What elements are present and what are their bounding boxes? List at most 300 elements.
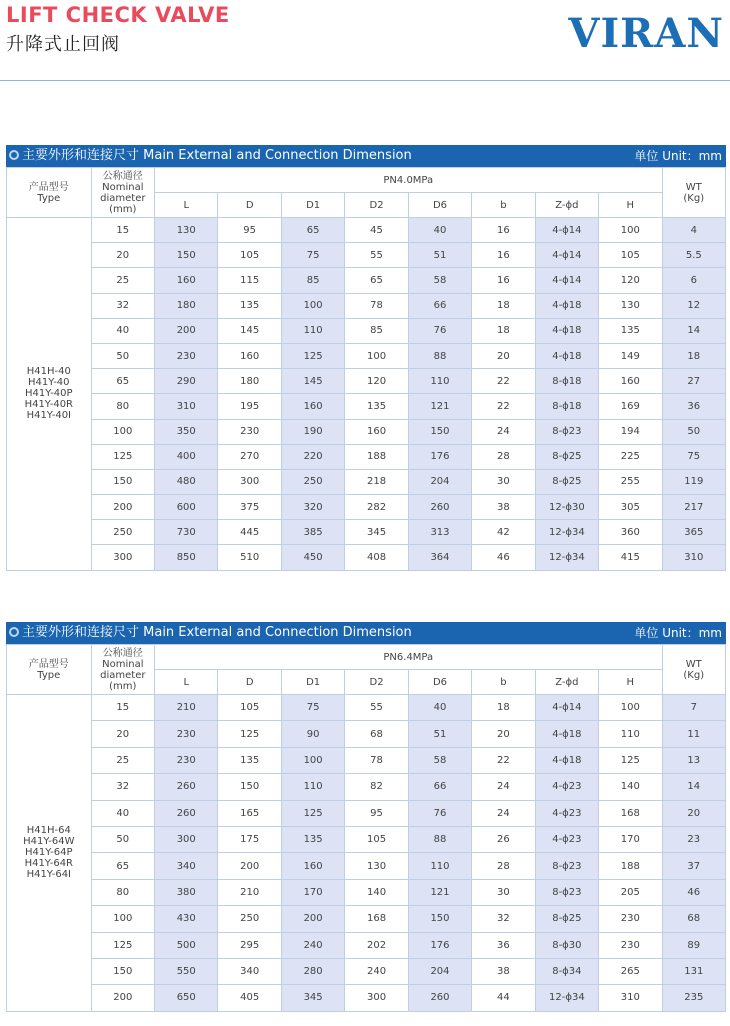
- table-cell: 16: [472, 243, 535, 268]
- table-cell: 55: [345, 243, 408, 268]
- table-cell: 160: [281, 853, 344, 879]
- model-item: H41Y-40R: [24, 399, 74, 411]
- section-title-bar: [6, 622, 726, 644]
- table-cell: 16: [472, 218, 535, 243]
- table-cell: 190: [281, 419, 344, 444]
- table-cell: 65: [345, 268, 408, 293]
- header-dn-en2: diameter: [100, 669, 146, 681]
- table-cell: 125: [91, 444, 154, 469]
- table-cell: 78: [345, 293, 408, 318]
- table-cell: 11: [662, 721, 725, 747]
- table-cell: 22: [472, 369, 535, 394]
- table-cell: 125: [599, 747, 662, 773]
- table-cell: 8-ϕ25: [535, 906, 598, 932]
- table-cell: 295: [218, 932, 281, 958]
- table-cell: 230: [599, 932, 662, 958]
- table-cell: 260: [408, 495, 471, 520]
- table-cell: 210: [218, 879, 281, 905]
- table-cell: 12: [662, 293, 725, 318]
- table-cell: 23: [662, 826, 725, 852]
- table-cell: 600: [155, 495, 218, 520]
- header-weight: [662, 168, 725, 218]
- table-cell: 135: [218, 747, 281, 773]
- table-cell: 300: [218, 469, 281, 494]
- table-cell: 385: [281, 520, 344, 545]
- table-cell: 300: [345, 985, 408, 1011]
- table-cell: 65: [281, 218, 344, 243]
- table-cell: 120: [345, 369, 408, 394]
- header-type-cn: 产品型号: [28, 181, 69, 193]
- table-cell: 550: [155, 958, 218, 984]
- table-row: [7, 879, 726, 905]
- table-cell: 4-ϕ18: [535, 747, 598, 773]
- table-row: [7, 343, 726, 368]
- table-cell: 12-ϕ30: [535, 495, 598, 520]
- column-header: D: [218, 670, 281, 695]
- table-cell: 125: [281, 800, 344, 826]
- table-cell: 4-ϕ14: [535, 243, 598, 268]
- table-cell: 65: [91, 853, 154, 879]
- table-cell: 4-ϕ18: [535, 343, 598, 368]
- table-cell: 150: [155, 243, 218, 268]
- table-cell: 78: [345, 747, 408, 773]
- table-cell: 150: [218, 774, 281, 800]
- header-wt-unit: (Kg): [683, 192, 705, 204]
- table-cell: 135: [281, 826, 344, 852]
- table-cell: 218: [345, 469, 408, 494]
- table-cell: 235: [662, 985, 725, 1011]
- table-cell: 430: [155, 906, 218, 932]
- table-row: [7, 394, 726, 419]
- header-wt: WT: [685, 181, 702, 193]
- dimension-section-pn40: [6, 145, 726, 571]
- table-cell: 415: [599, 545, 662, 570]
- table-cell: 204: [408, 469, 471, 494]
- column-header: b: [472, 670, 535, 695]
- table-row: [7, 853, 726, 879]
- table-cell: 405: [218, 985, 281, 1011]
- table-cell: 32: [472, 906, 535, 932]
- section-title-bar: [6, 145, 726, 167]
- table-cell: 160: [155, 268, 218, 293]
- table-cell: 130: [345, 853, 408, 879]
- table-cell: 170: [599, 826, 662, 852]
- table-cell: 125: [281, 343, 344, 368]
- table-cell: 313: [408, 520, 471, 545]
- table-cell: 4-ϕ18: [535, 318, 598, 343]
- table-cell: 110: [599, 721, 662, 747]
- table-cell: 18: [472, 318, 535, 343]
- table-cell: 75: [281, 695, 344, 721]
- table-cell: 240: [345, 958, 408, 984]
- table-cell: 310: [662, 545, 725, 570]
- table-cell: 340: [218, 958, 281, 984]
- table-cell: 8-ϕ25: [535, 469, 598, 494]
- table-cell: 200: [91, 495, 154, 520]
- column-header: D6: [408, 193, 471, 218]
- column-header: L: [155, 670, 218, 695]
- table-row: [7, 243, 726, 268]
- table-cell: 160: [281, 394, 344, 419]
- table-cell: 445: [218, 520, 281, 545]
- table-cell: 150: [408, 906, 471, 932]
- table-row: [7, 747, 726, 773]
- table-cell: 18: [472, 695, 535, 721]
- header-dn-cn: 公称通径: [102, 647, 143, 659]
- table-cell: 44: [472, 985, 535, 1011]
- table-cell: 8-ϕ18: [535, 369, 598, 394]
- table-cell: 176: [408, 932, 471, 958]
- table-cell: 8-ϕ23: [535, 853, 598, 879]
- header-type-cn: 产品型号: [28, 658, 69, 670]
- table-row: [7, 906, 726, 932]
- table-cell: 82: [345, 774, 408, 800]
- header-wt: WT: [685, 658, 702, 670]
- model-list: [7, 695, 92, 1012]
- table-cell: 350: [155, 419, 218, 444]
- table-cell: 28: [472, 853, 535, 879]
- table-cell: 149: [599, 343, 662, 368]
- table-cell: 28: [472, 444, 535, 469]
- table-cell: 58: [408, 268, 471, 293]
- table-cell: 115: [218, 268, 281, 293]
- table-cell: 4-ϕ14: [535, 268, 598, 293]
- table-cell: 105: [218, 695, 281, 721]
- table-cell: 18: [662, 343, 725, 368]
- column-header: Z-ϕd: [535, 670, 598, 695]
- table-cell: 75: [281, 243, 344, 268]
- table-cell: 480: [155, 469, 218, 494]
- header-nominal-diameter: [91, 168, 154, 218]
- column-header: Z-ϕd: [535, 193, 598, 218]
- table-cell: 290: [155, 369, 218, 394]
- table-cell: 6: [662, 268, 725, 293]
- table-cell: 200: [218, 853, 281, 879]
- table-cell: 240: [281, 932, 344, 958]
- table-cell: 100: [281, 747, 344, 773]
- table-cell: 24: [472, 800, 535, 826]
- table-cell: 168: [345, 906, 408, 932]
- table-cell: 4-ϕ23: [535, 826, 598, 852]
- table-row: [7, 774, 726, 800]
- table-cell: 408: [345, 545, 408, 570]
- table-cell: 119: [662, 469, 725, 494]
- table-cell: 255: [599, 469, 662, 494]
- table-cell: 4-ϕ18: [535, 721, 598, 747]
- table-cell: 88: [408, 826, 471, 852]
- table-cell: 45: [345, 218, 408, 243]
- table-cell: 100: [91, 419, 154, 444]
- header-dn-unit: (mm): [109, 203, 137, 215]
- table-cell: 160: [599, 369, 662, 394]
- table-cell: 4: [662, 218, 725, 243]
- table-cell: 360: [599, 520, 662, 545]
- table-row: [7, 985, 726, 1011]
- table-cell: 20: [91, 721, 154, 747]
- table-cell: 105: [599, 243, 662, 268]
- table-row: [7, 444, 726, 469]
- table-cell: 18: [472, 293, 535, 318]
- table-row: [7, 958, 726, 984]
- table-cell: 75: [662, 444, 725, 469]
- table-cell: 188: [599, 853, 662, 879]
- table-row: [7, 419, 726, 444]
- model-item: H41Y-64R: [24, 858, 74, 870]
- table-cell: 100: [345, 343, 408, 368]
- table-cell: 180: [218, 369, 281, 394]
- table-cell: 121: [408, 879, 471, 905]
- table-cell: 131: [662, 958, 725, 984]
- table-row: [7, 293, 726, 318]
- table-cell: 95: [218, 218, 281, 243]
- table-cell: 58: [408, 747, 471, 773]
- table-cell: 8-ϕ34: [535, 958, 598, 984]
- table-cell: 7: [662, 695, 725, 721]
- unit-label: 单位 Unit：mm: [634, 626, 722, 640]
- table-cell: 150: [408, 419, 471, 444]
- column-header: L: [155, 193, 218, 218]
- table-cell: 36: [662, 394, 725, 419]
- table-row: [7, 520, 726, 545]
- table-cell: 55: [345, 695, 408, 721]
- table-cell: 220: [281, 444, 344, 469]
- table-cell: 26: [472, 826, 535, 852]
- table-cell: 4-ϕ14: [535, 218, 598, 243]
- table-cell: 135: [599, 318, 662, 343]
- model-item: H41Y-64W: [23, 836, 75, 848]
- table-cell: 50: [91, 343, 154, 368]
- table-cell: 8-ϕ23: [535, 879, 598, 905]
- table-row: [7, 268, 726, 293]
- table-cell: 204: [408, 958, 471, 984]
- table-cell: 150: [91, 958, 154, 984]
- section-title: 主要外形和连接尺寸 Main External and Connection Dimension: [22, 625, 412, 640]
- table-cell: 42: [472, 520, 535, 545]
- table-cell: 260: [155, 800, 218, 826]
- table-cell: 110: [281, 318, 344, 343]
- table-cell: 250: [281, 469, 344, 494]
- table-cell: 5.5: [662, 243, 725, 268]
- table-cell: 50: [91, 826, 154, 852]
- table-cell: 40: [408, 218, 471, 243]
- header-type: [7, 645, 92, 695]
- table-cell: 270: [218, 444, 281, 469]
- table-cell: 90: [281, 721, 344, 747]
- table-row: [7, 932, 726, 958]
- table-cell: 12-ϕ34: [535, 985, 598, 1011]
- table-cell: 170: [281, 879, 344, 905]
- table-cell: 121: [408, 394, 471, 419]
- table-cell: 8-ϕ23: [535, 419, 598, 444]
- table-cell: 100: [599, 695, 662, 721]
- model-list: [7, 218, 92, 571]
- table-cell: 85: [281, 268, 344, 293]
- table-cell: 210: [155, 695, 218, 721]
- table-cell: 250: [218, 906, 281, 932]
- dimension-table: [6, 167, 726, 571]
- table-row: [7, 495, 726, 520]
- table-cell: 200: [155, 318, 218, 343]
- column-header: D2: [345, 670, 408, 695]
- table-row: [7, 545, 726, 570]
- table-cell: 4-ϕ14: [535, 695, 598, 721]
- table-cell: 25: [91, 268, 154, 293]
- column-header: b: [472, 193, 535, 218]
- table-cell: 140: [599, 774, 662, 800]
- section-title: 主要外形和连接尺寸 Main External and Connection Dimension: [22, 148, 412, 163]
- table-cell: 8-ϕ25: [535, 444, 598, 469]
- table-cell: 20: [91, 243, 154, 268]
- column-header: D6: [408, 670, 471, 695]
- table-cell: 145: [218, 318, 281, 343]
- table-cell: 65: [91, 369, 154, 394]
- table-cell: 22: [472, 747, 535, 773]
- table-cell: 24: [472, 774, 535, 800]
- table-cell: 135: [218, 293, 281, 318]
- header-dn-cn: 公称通径: [102, 170, 143, 182]
- table-cell: 4-ϕ23: [535, 800, 598, 826]
- table-cell: 230: [155, 747, 218, 773]
- table-cell: 20: [472, 721, 535, 747]
- table-cell: 300: [155, 826, 218, 852]
- table-cell: 310: [599, 985, 662, 1011]
- table-cell: 51: [408, 721, 471, 747]
- table-cell: 66: [408, 774, 471, 800]
- table-cell: 110: [408, 369, 471, 394]
- table-cell: 188: [345, 444, 408, 469]
- table-cell: 30: [472, 469, 535, 494]
- table-cell: 76: [408, 318, 471, 343]
- table-cell: 25: [91, 747, 154, 773]
- section-bullet-icon: [9, 627, 19, 637]
- table-cell: 40: [408, 695, 471, 721]
- table-cell: 120: [599, 268, 662, 293]
- table-cell: 100: [91, 906, 154, 932]
- table-cell: 130: [155, 218, 218, 243]
- header-dn-unit: (mm): [109, 680, 137, 692]
- header-type: [7, 168, 92, 218]
- table-cell: 12-ϕ34: [535, 520, 598, 545]
- table-cell: 140: [345, 879, 408, 905]
- table-cell: 265: [599, 958, 662, 984]
- table-cell: 95: [345, 800, 408, 826]
- table-cell: 230: [155, 721, 218, 747]
- header-dn-en: Nominal: [102, 658, 144, 670]
- header-type-en: Type: [37, 192, 61, 204]
- table-cell: 150: [91, 469, 154, 494]
- section-bullet-icon: [9, 150, 19, 160]
- page-header: [0, 0, 730, 82]
- table-cell: 8-ϕ18: [535, 394, 598, 419]
- table-cell: 22: [472, 394, 535, 419]
- unit-label: 单位 Unit：mm: [634, 149, 722, 163]
- table-cell: 80: [91, 879, 154, 905]
- table-cell: 305: [599, 495, 662, 520]
- table-cell: 230: [155, 343, 218, 368]
- table-cell: 176: [408, 444, 471, 469]
- table-cell: 180: [155, 293, 218, 318]
- table-cell: 14: [662, 318, 725, 343]
- table-cell: 105: [345, 826, 408, 852]
- table-cell: 250: [91, 520, 154, 545]
- table-cell: 195: [218, 394, 281, 419]
- table-cell: 510: [218, 545, 281, 570]
- table-cell: 730: [155, 520, 218, 545]
- table-cell: 88: [408, 343, 471, 368]
- table-cell: 145: [281, 369, 344, 394]
- table-cell: 32: [91, 774, 154, 800]
- table-cell: 217: [662, 495, 725, 520]
- header-dn-en2: diameter: [100, 192, 146, 204]
- table-row: [7, 318, 726, 343]
- header-divider: [0, 80, 730, 81]
- header-wt-unit: (Kg): [683, 669, 705, 681]
- table-cell: 37: [662, 853, 725, 879]
- table-cell: 230: [599, 906, 662, 932]
- table-row: [7, 369, 726, 394]
- table-cell: 320: [281, 495, 344, 520]
- column-header: H: [599, 193, 662, 218]
- table-cell: 205: [599, 879, 662, 905]
- table-cell: 225: [599, 444, 662, 469]
- table-cell: 125: [91, 932, 154, 958]
- table-cell: 105: [218, 243, 281, 268]
- table-cell: 27: [662, 369, 725, 394]
- table-cell: 32: [91, 293, 154, 318]
- model-item: H41H-40: [26, 366, 71, 378]
- model-item: H41Y-64I: [26, 869, 72, 881]
- table-cell: 46: [472, 545, 535, 570]
- table-cell: 80: [91, 394, 154, 419]
- table-cell: 24: [472, 419, 535, 444]
- table-cell: 4-ϕ18: [535, 293, 598, 318]
- table-cell: 202: [345, 932, 408, 958]
- table-cell: 68: [662, 906, 725, 932]
- table-cell: 345: [281, 985, 344, 1011]
- table-cell: 310: [155, 394, 218, 419]
- table-row: [7, 826, 726, 852]
- table-cell: 130: [599, 293, 662, 318]
- table-cell: 135: [345, 394, 408, 419]
- table-cell: 40: [91, 800, 154, 826]
- table-row: [7, 695, 726, 721]
- table-cell: 500: [155, 932, 218, 958]
- model-item: H41Y-40I: [26, 410, 72, 422]
- table-cell: 30: [472, 879, 535, 905]
- table-cell: 300: [91, 545, 154, 570]
- table-cell: 100: [599, 218, 662, 243]
- table-cell: 51: [408, 243, 471, 268]
- table-cell: 282: [345, 495, 408, 520]
- header-type-en: Type: [37, 669, 61, 681]
- table-cell: 175: [218, 826, 281, 852]
- table-cell: 345: [345, 520, 408, 545]
- table-cell: 38: [472, 495, 535, 520]
- table-cell: 13: [662, 747, 725, 773]
- column-header: D: [218, 193, 281, 218]
- header-pressure: PN6.4MPa: [155, 645, 663, 670]
- model-item: H41Y-40: [28, 377, 70, 389]
- table-cell: 89: [662, 932, 725, 958]
- table-cell: 14: [662, 774, 725, 800]
- table-cell: 260: [408, 985, 471, 1011]
- table-row: [7, 800, 726, 826]
- table-cell: 450: [281, 545, 344, 570]
- table-cell: 66: [408, 293, 471, 318]
- table-cell: 200: [91, 985, 154, 1011]
- column-header: H: [599, 670, 662, 695]
- table-cell: 375: [218, 495, 281, 520]
